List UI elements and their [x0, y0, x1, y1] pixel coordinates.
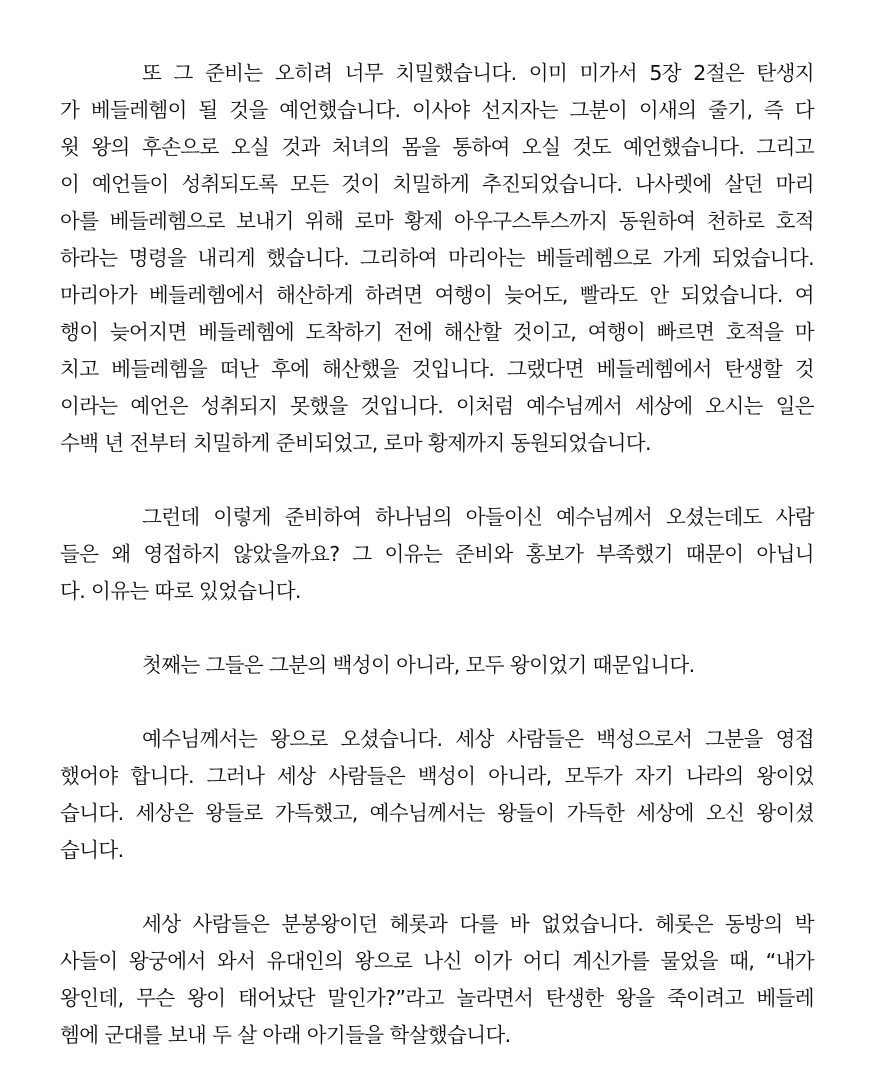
- paragraph-4: [60, 721, 814, 869]
- text-line: 왕인데, 무슨 왕이 태어났단 말인가?”라고 놀라면서 탄생한 왕을 죽이려고 베들레: [60, 986, 814, 1010]
- text-line: 행이 늦어지면 베들레헴에 도착하기 전에 해산할 것이고, 여행이 빠르면 호적을 마: [60, 320, 814, 344]
- text-line: 예수님께서는 왕으로 오셨습니다. 세상 사람들은 백성으로서 그분을 영접: [142, 727, 814, 751]
- paragraph-gap: [60, 869, 814, 906]
- paragraph-2: [60, 499, 814, 610]
- text-line: 가 베들레헴이 될 것을 예언했습니다. 이사야 선지자는 그분이 이새의 줄기, 즉 다: [60, 98, 814, 122]
- text-line: 또 그 준비는 오히려 너무 치밀했습니다. 이미 미가서 5장 2절은 탄생지: [142, 61, 814, 85]
- text-line: 치고 베들레헴을 떠난 후에 해산했을 것입니다. 그랬다면 베들레헴에서 탄생할 것: [60, 357, 814, 381]
- text-line: 헴에 군대를 보내 두 살 아래 아기들을 학살했습니다.: [60, 1023, 511, 1047]
- text-line: 마리아가 베들레헴에서 해산하게 하려면 여행이 늦어도, 빨라도 안 되었습니다. 여: [60, 283, 814, 307]
- text-line: 하라는 명령을 내리게 했습니다. 그리하여 마리아는 베들레헴으로 가게 되었습니다.: [60, 246, 814, 270]
- text-line: 아를 베들레헴으로 보내기 위해 로마 황제 아우구스투스까지 동원하여 천하로 호적: [60, 209, 814, 233]
- text-line: 들은 왜 영접하지 않았을까요? 그 이유는 준비와 홍보가 부족했기 때문이 아닙니: [60, 542, 814, 566]
- paragraph-3: [60, 647, 814, 684]
- text-line: 윗 왕의 후손으로 오실 것과 처녀의 몸을 통하여 오실 것도 예언했습니다. 그리고: [60, 135, 814, 159]
- text-line: 다. 이유는 따로 있었습니다.: [60, 579, 301, 603]
- text-line: 사들이 왕궁에서 와서 유대인의 왕으로 나신 이가 어디 계신가를 물었을 때, “내가: [60, 949, 814, 973]
- text-line: 했어야 합니다. 그러나 세상 사람들은 백성이 아니라, 모두가 자기 나라의 왕이었: [60, 764, 814, 788]
- text-line: 습니다.: [60, 838, 124, 862]
- text-line: 수백 년 전부터 치밀하게 준비되었고, 로마 황제까지 동원되었습니다.: [60, 431, 651, 455]
- text-line: 첫째는 그들은 그분의 백성이 아니라, 모두 왕이었기 때문입니다.: [142, 653, 695, 677]
- text-line: 세상 사람들은 분봉왕이던 헤롯과 다를 바 없었습니다. 헤롯은 동방의 박: [142, 912, 814, 936]
- document-page: [60, 55, 814, 1054]
- paragraph-gap: [60, 462, 814, 499]
- text-line: 그런데 이렇게 준비하여 하나님의 아들이신 예수님께서 오셨는데도 사람: [142, 505, 814, 529]
- paragraph-gap: [60, 610, 814, 647]
- text-line: 이 예언들이 성취되도록 모든 것이 치밀하게 추진되었습니다. 나사렛에 살던 마리: [60, 172, 814, 196]
- paragraph-gap: [60, 684, 814, 721]
- paragraph-1: [60, 55, 814, 462]
- text-line: 이라는 예언은 성취되지 못했을 것입니다. 이처럼 예수님께서 세상에 오시는 일은: [60, 394, 814, 418]
- paragraph-5: [60, 906, 814, 1054]
- text-line: 습니다. 세상은 왕들로 가득했고, 예수님께서는 왕들이 가득한 세상에 오신 왕이셨: [60, 801, 814, 825]
